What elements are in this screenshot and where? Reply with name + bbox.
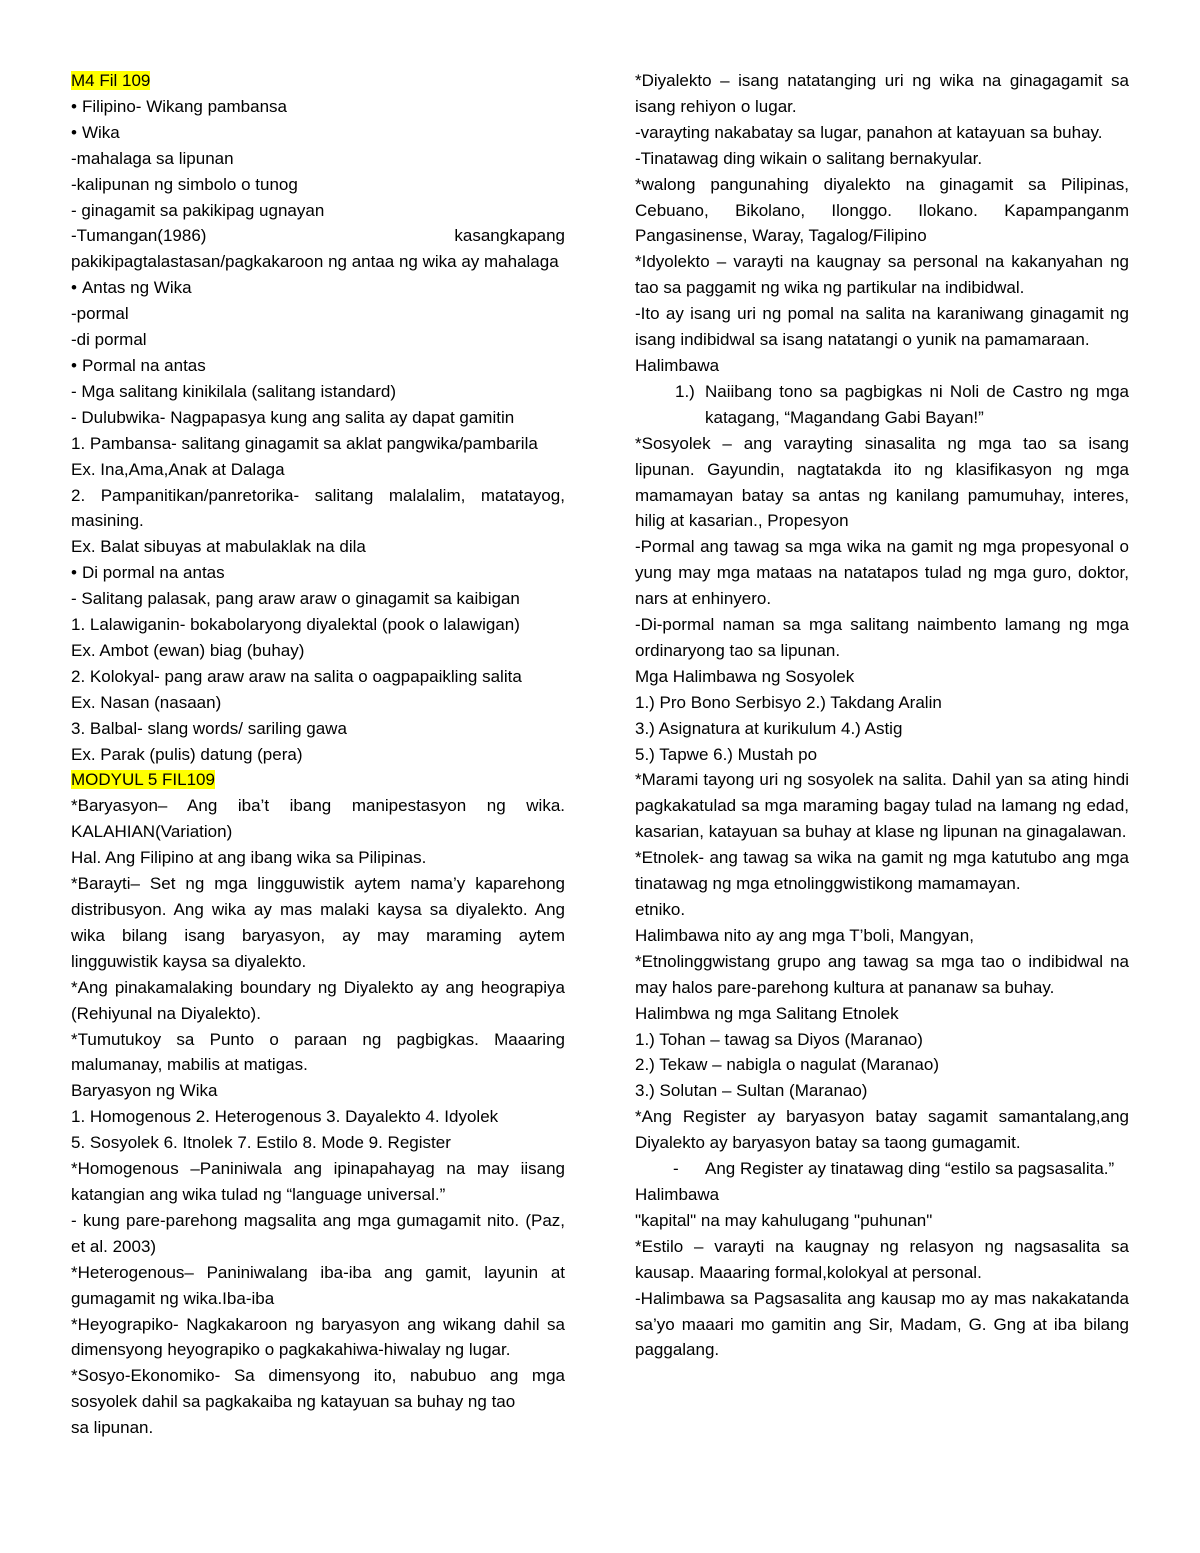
bullet-text: Antas ng Wika: [81, 278, 192, 298]
dash-item: [635, 1156, 1129, 1182]
text-line: 1. Lalawiganin- bokabolaryong diyalektal (pook o lalawigan): [71, 615, 520, 635]
text-line: Halimbawa: [635, 355, 720, 375]
text-line: 1. Pambansa- salitang ginagamit sa aklat pangwika/pambarila: [71, 433, 538, 453]
text-line: Mga Halimbawa ng Sosyolek: [635, 666, 855, 686]
text-line: Ex. Ambot (ewan) biag (buhay): [71, 640, 305, 660]
text-line: *Etnolek- ang tawag sa wika na gamit ng mga katutubo ang mga tinatawag ng mga etnolinggwistikong mamamayan.: [635, 848, 1129, 894]
numbered-item: [635, 379, 1129, 431]
text-line: *Heterogenous– Paniniwalang iba-iba ang gamit, layunin at gumagamit ng wika.Iba-iba: [71, 1262, 565, 1308]
heading-text: M4 Fil 109: [71, 71, 151, 90]
text-line: 2.) Tekaw – nabigla o nagulat (Maranao): [635, 1055, 939, 1075]
text-line: -Halimbawa sa Pagsasalita ang kausap mo ay mas nakakatanda sa’yo maaari mo gamitin ang Sir, Madam, G. Gng at iba bilang paggalang.: [635, 1288, 1129, 1360]
text-line: 3.) Solutan – Sultan (Maranao): [635, 1081, 868, 1101]
text-line: *Baryasyon– Ang iba’t ibang manipestasyon ng wika. KALAHIAN(Variation): [71, 796, 565, 842]
text-line: 3.) Asignatura at kurikulum 4.) Astig: [635, 718, 903, 738]
text-line: Halimbawa nito ay ang mga T’boli, Mangyan,: [635, 925, 974, 945]
text-line: - kung pare-parehong magsalita ang mga gumagamit nito. (Paz, et al. 2003): [71, 1210, 565, 1256]
text-line: etniko.: [635, 900, 686, 919]
text-line: "kapital" na may kahulugang "puhunan": [635, 1210, 933, 1230]
text-line: -pormal: [71, 304, 129, 324]
text-line: Ex. Ina,Ama,Anak at Dalaga: [71, 459, 285, 479]
item-text: Naiibang tono sa pagbigkas ni Noli de Castro ng mga katagang, “Magandang Gabi Bayan!”: [705, 381, 1129, 427]
bullet-text: Filipino- Wikang pambansa: [81, 96, 287, 116]
text-line: 1.) Pro Bono Serbisyo 2.) Takdang Aralin: [635, 692, 942, 712]
text-line: Ex. Parak (pulis) datung (pera): [71, 744, 303, 764]
text-line: sa lipunan.: [71, 1418, 154, 1438]
heading-text: MODYUL 5 FIL109: [71, 770, 215, 790]
bullet-text: Pormal na antas: [81, 355, 206, 375]
text-line: Ex. Nasan (nasaan): [71, 692, 222, 712]
text-line: 2. Pampanitikan/panretorika- salitang malalalim, matatayog, masining.: [71, 485, 565, 531]
right-column: [635, 68, 1129, 1363]
text-line: *Etnolinggwistang grupo ang tawag sa mga tao o indibidwal na may halos pare-parehong kultura at pananaw sa buhay.: [635, 951, 1129, 997]
text-line: Ex. Balat sibuyas at mabulaklak na dila: [71, 537, 366, 557]
text-line: *Sosyo-Ekonomiko- Sa dimensyong ito, nabubuo ang mga sosyolek dahil sa pagkakaiba ng katayuan sa buhay ng tao: [71, 1366, 565, 1412]
text-line: *Ang pinakamalaking boundary ng Diyalekto ay ang heograpiya (Rehiyunal na Diyalekto).: [71, 977, 565, 1023]
bullet-text: Wika: [81, 122, 120, 142]
text-line: -mahalaga sa lipunan: [71, 148, 234, 168]
text-line: Halimbwa ng mga Salitang Etnolek: [635, 1003, 899, 1023]
text-line: *Sosyolek – ang varayting sinasalita ng mga tao sa isang lipunan. Gayundin, nagtatakda ito ng klasifikasyon ng mga mamamayan batay sa antas ng kanilang pamumuhay, interes, hilig at kasarian., Propesyon: [635, 433, 1129, 531]
bullet-text: Di pormal na antas: [81, 563, 225, 583]
text-line: -Tumangan(1986) kasangkapang pakikipagtalastasan/pagkakaroon ng antaa ng wika ay mahalaga: [71, 226, 565, 272]
bullet-item: [71, 560, 565, 586]
text-line: - Mga salitang kinikilala (salitang istandard): [71, 381, 397, 401]
bullet-item: [71, 120, 565, 146]
text-line: -Di-pormal naman sa mga salitang naimbento lamang ng mga ordinaryong tao sa lipunan.: [635, 615, 1129, 660]
text-line: Halimbawa: [635, 1184, 720, 1204]
text-line: *Idyolekto – varayti na kaugnay sa personal na kakanyahan ng tao sa paggamit ng wika ng partikular na indibidwal.: [635, 252, 1129, 298]
section-heading: [71, 68, 565, 94]
item-marker: -: [673, 1159, 679, 1179]
bullet-item: [71, 275, 565, 301]
text-line: *walong pangunahing diyalekto na ginagamit sa Pilipinas, Cebuano, Bikolano, Ilonggo. Ilokano. Kapampanganm Pangasinense, Waray, Tagalog/Filipino: [635, 174, 1129, 246]
text-line: -di pormal: [71, 330, 147, 350]
text-line: - Dulubwika- Nagpapasya kung ang salita ay dapat gamitin: [71, 407, 515, 427]
text-line: - Salitang palasak, pang araw araw o ginagamit sa kaibigan: [71, 589, 520, 609]
text-line: -varayting nakabatay sa lugar, panahon at katayuan sa buhay.: [635, 122, 1103, 142]
text-line: *Marami tayong uri ng sosyolek na salita. Dahil yan sa ating hindi pagkakatulad sa mga maraming bagay tulad na lamang ng edad, kasarian, katayuan sa buhay at klase ng lipunan na ginagalawan.: [635, 770, 1129, 842]
text-line: *Diyalekto – isang natatanging uri ng wika na ginagagamit sa isang rehiyon o lugar.: [635, 71, 1129, 116]
text-line: *Heyograpiko- Nagkakaroon ng baryasyon ang wikang dahil sa dimensyong heyograpiko o pagkakahiwa-hiwalay ng lugar.: [71, 1314, 565, 1360]
text-line: *Estilo – varayti na kaugnay ng relasyon ng nagsasalita sa kausap. Maaaring formal,kolokyal at personal.: [635, 1236, 1129, 1282]
section-heading: [71, 767, 565, 793]
bullet-item: [71, 94, 565, 120]
text-line: 5. Sosyolek 6. Itnolek 7. Estilo 8. Mode 9. Register: [71, 1133, 451, 1153]
item-marker: 1.): [675, 381, 695, 401]
text-line: 1.) Tohan – tawag sa Diyos (Maranao): [635, 1029, 923, 1049]
text-line: *Homogenous –Paniniwala ang ipinapahayag na may iisang katangian ang wika tulad ng “language universal.”: [71, 1159, 565, 1204]
text-line: -kalipunan ng simbolo o tunog: [71, 174, 298, 194]
text-line: *Tumutukoy sa Punto o paraan ng pagbigkas. Maaaring malumanay, mabilis at matigas.: [71, 1029, 565, 1075]
text-line: *Barayti– Set ng mga lingguwistik aytem nama’y kaparehong distribusyon. Ang wika ay mas malaki kaysa sa diyalekto. Ang wika bilang isang baryasyon, ay may maraming aytem lingguwistik kaysa sa diyalekto.: [71, 874, 565, 971]
text-line: 2. Kolokyal- pang araw araw na salita o oagpapaikling salita: [71, 666, 522, 686]
text-line: 3. Balbal- slang words/ sariling gawa: [71, 718, 347, 738]
text-line: *Ang Register ay baryasyon batay sagamit samantalang,ang Diyalekto ay baryasyon batay sa taong gumagamit.: [635, 1107, 1129, 1153]
text-line: Baryasyon ng Wika: [71, 1081, 218, 1101]
text-line: -Ito ay isang uri ng pomal na salita na karaniwang ginagamit ng isang indibidwal sa isang natatangi o yunik na pamamaraan.: [635, 304, 1129, 350]
item-text: Ang Register ay tinatawag ding “estilo sa pagsasalita.”: [705, 1159, 1115, 1179]
text-line: Hal. Ang Filipino at ang ibang wika sa Pilipinas.: [71, 848, 427, 868]
text-line: 1. Homogenous 2. Heterogenous 3. Dayalekto 4. Idyolek: [71, 1107, 499, 1127]
text-line: -Tinatawag ding wikain o salitang bernakyular.: [635, 148, 983, 168]
text-line: -Pormal ang tawag sa mga wika na gamit ng mga propesyonal o yung may mga mataas na natatapos tulad ng mga guro, doktor, nars at enhinyero.: [635, 537, 1129, 609]
text-line: 5.) Tapwe 6.) Mustah po: [635, 744, 818, 764]
bullet-item: [71, 353, 565, 379]
text-line: - ginagamit sa pakikipag ugnayan: [71, 200, 325, 220]
left-column: [71, 68, 565, 1441]
